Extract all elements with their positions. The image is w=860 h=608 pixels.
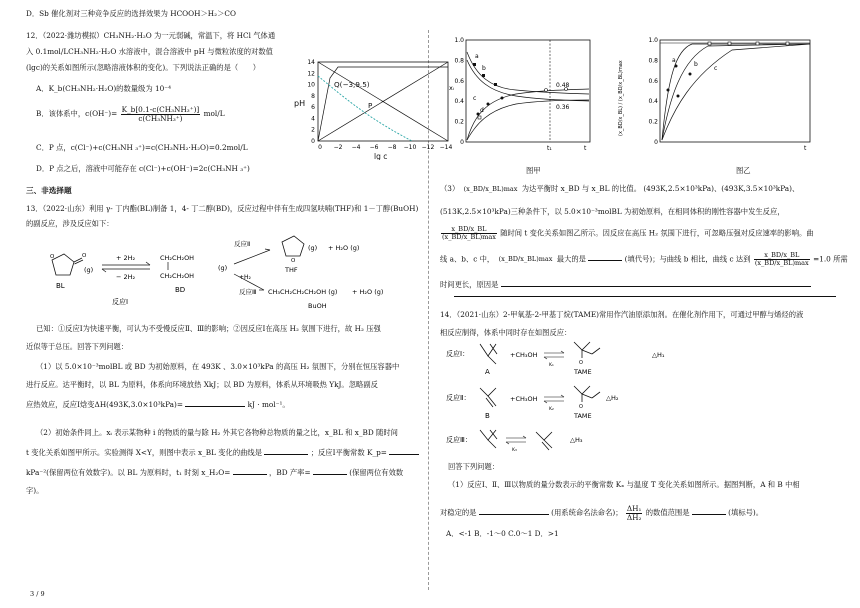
q13-part3-line4: 线 a、b、c 中， (x_BD/x_BL)max 最大的是 (填代号)；与曲线 b 相比，曲线 c 达到 $\frac{x\_BD/x\_BL}{(x\_BD/x\_BL)\max}$ =1.0 所需	[440, 251, 848, 267]
alkene-b-structure	[480, 388, 496, 407]
x-tick-label: −2	[333, 144, 343, 151]
y-tick-label: 0.2	[454, 118, 464, 126]
svg-text:△H₃: △H₃	[570, 436, 583, 444]
thf-water: + H₂O (g)	[328, 244, 360, 252]
h2-forward: + 2H₂	[116, 254, 136, 262]
jia-t1-label: t₁	[547, 145, 552, 152]
q13-part2-line3: kPa⁻²(保留两位有效数字)。以 BL 为原料时，t₁ 时刻 x_H₂O= ，BD 产率= (保留两位有效数	[26, 468, 404, 477]
q14-stem-line1: 14．（2021·山东）2-甲氧基-2-甲基丁烷(TAME)常用作汽油原添加剂。在催化剂作用下，可通过甲醇与烯烃的液	[440, 310, 804, 319]
y-tick-label: 0.8	[648, 57, 658, 65]
figure-jia	[446, 36, 596, 156]
y-tick-label: 0.4	[454, 98, 464, 106]
equilibrium-arrow-r2	[544, 395, 564, 403]
q13-part2-line2: t 变化关系如图甲所示。实验测得 X<Y，则图中表示 x_BL 变化的曲线是 ；反应Ⅰ平衡常数 K_p=	[26, 447, 419, 457]
ratio-paren-inline: (x_BD/x_BL)max	[498, 254, 553, 263]
reaction-1-label: 反应Ⅰ	[112, 298, 129, 306]
q11-option-d: D．Sb 催化剂对三种竞争反应的选择效果为 HCOOH＞H₂＞CO	[26, 9, 236, 18]
x-tick-label: −14	[439, 144, 453, 151]
yi-curve-c	[662, 44, 810, 140]
y-tick-label: 14	[307, 59, 315, 66]
jia-curve-d	[467, 100, 589, 140]
bl-structure	[52, 254, 83, 275]
yi-curve-b	[662, 44, 810, 140]
tame-structure-2	[574, 386, 600, 402]
jia-value-036: 0.36	[556, 104, 570, 111]
blank-x-h2o[interactable]	[233, 467, 267, 475]
y-tick-label: 10	[307, 81, 315, 89]
y-tick-label: 4	[311, 115, 315, 123]
blank-max-curve[interactable]	[588, 253, 622, 261]
y-tick-label: 0.4	[648, 98, 658, 106]
svg-text:O: O	[579, 404, 583, 410]
q14-options: A．<-1 B．-1～0 C.0～1 D．>1	[446, 529, 559, 538]
q12-option-b-fraction: $\frac{\text{K\_b[0.1-c(CH₃NH₃⁺)]}}{\text{c(CH₃NH₃⁺)}}$	[121, 105, 200, 123]
yi-curve-a	[662, 44, 810, 140]
bl-reaction-scheme	[32, 232, 412, 316]
y-tick-label: 0	[460, 139, 464, 146]
jia-x-label: t	[584, 145, 587, 152]
jia-curve-c	[467, 89, 589, 140]
svg-text:+CH₃OH: +CH₃OH	[510, 395, 538, 403]
jia-curve-c-label: c	[473, 95, 477, 102]
chart-ylabel: pH	[294, 99, 306, 108]
q14-part1-line2: 对稳定的是 (用系统命名法命名)； $\frac{\text{ΔH₁}}{\text{ΔH₂}}$ 的数值范围是 (填标号)。	[440, 504, 764, 522]
answer-line[interactable]	[454, 296, 836, 297]
q12-option-d: D．P 点之后，溶液中可能存在 c(Cl⁻)+c(OH⁻)=2c(CH₃NH ₃⁺)	[36, 164, 250, 173]
reaction-2-label: 反应Ⅱ	[234, 240, 251, 248]
ratio-expression: (x_BD/x_BL)max	[463, 184, 518, 193]
svg-text:O: O	[82, 253, 87, 259]
point-q-label: Q(−3,9.5)	[334, 80, 370, 89]
q12-stem-line3: (lgc)的关系如图所示(忽略溶液体积的变化)。下列说法正确的是（ ）	[26, 63, 261, 72]
y-tick-label: 6	[311, 104, 315, 112]
buoh-formula: CH₃CH₂CH₂CH₂OH (g)	[268, 288, 338, 296]
yi-curve-a-label: a	[672, 57, 676, 64]
h2-reaction-3: +H₂	[239, 274, 251, 281]
arrow-to-thf	[234, 249, 270, 264]
reaction-3-label: 反应Ⅲ	[239, 288, 257, 296]
q14-part1-line1: （1）反应Ⅰ、Ⅱ、Ⅲ以物质的量分数表示的平衡常数 Kₓ 与温度 T 变化关系如图所示。据图判断，A 和 B 中相	[448, 480, 800, 489]
q13-part3-line5: 时间更长，原因是	[440, 279, 811, 289]
x-tick-label: −8	[387, 144, 397, 151]
svg-text:O: O	[50, 254, 55, 260]
blank-range[interactable]	[692, 507, 726, 515]
blank-curve[interactable]	[264, 447, 308, 455]
q12-option-b: B．该体系中，c(OH⁻)= $\frac{\text{K\_b[0.1-c(CH₃NH₃⁺)]}}{\text{c(CH₃NH₃⁺)}}$ mol/L	[36, 105, 225, 123]
x-tick-label: −4	[351, 144, 361, 151]
ratio-fraction-2: $\frac{x\_BD/x\_BL}{(x\_BD/x\_BL)\max}$	[754, 251, 809, 267]
yi-curve-c-label: c	[714, 65, 718, 72]
y-tick-label: 12	[307, 70, 315, 78]
equilibrium-arrow-r3	[506, 436, 526, 444]
equilibrium-arrow-r1	[544, 351, 564, 359]
y-tick-label: 0.6	[454, 77, 464, 85]
line-ph-rise	[318, 67, 448, 141]
figure-jia-caption: 图甲	[526, 166, 541, 175]
svg-text:+CH₃OH: +CH₃OH	[510, 351, 538, 359]
q13-part1-line3: 应热效应，反应Ⅰ焓变ΔH(493K,3.0×10³kPa)= kJ · mol⁻¹。	[26, 400, 290, 409]
bd-state: (g)	[218, 264, 228, 272]
bl-label: BL	[56, 282, 65, 290]
page-number: 3 / 9	[30, 590, 45, 598]
q14-reactions	[440, 336, 740, 454]
yi-y-label: (x_BD/x_BL) / (x_BD/x_BL)max	[618, 60, 624, 136]
ratio-fraction-1: $\frac{x\_BD/x\_BL}{(x\_BD/x\_BL)\max}$	[442, 225, 496, 241]
q13-part2-line4: 字)。	[26, 486, 44, 495]
q13-part3-line2: (513K,2.5×10³kPa)三种条件下，以 5.0×10⁻³molBL 为初始原料，在相同体积的刚性容器中发生反应，	[440, 207, 785, 216]
q14-answer-prompt: 回答下列问题：	[448, 462, 500, 471]
alkene-b-label: B	[485, 412, 490, 420]
yi-curve-b-label: b	[694, 61, 698, 68]
y-tick-label: 1.0	[648, 37, 658, 44]
y-tick-label: 0	[654, 139, 658, 146]
figure-yi	[610, 36, 816, 156]
jia-value-048: 0.48	[556, 82, 570, 89]
q13-part3-line1: （3） (x_BD/x_BL)max 为达平衡时 x_BD 与 x_BL 的比值。 (493K,2.5×10³kPa)、(493K,3.5×10³kPa)、	[440, 184, 800, 193]
chart-x-ticks	[318, 144, 452, 151]
blank-stable-isomer[interactable]	[479, 507, 549, 515]
y-tick-label: 0.6	[648, 77, 658, 85]
chart-y-ticks	[307, 59, 315, 145]
thf-state: (g)	[308, 244, 318, 252]
buoh-label: BuOH	[308, 302, 327, 310]
svg-text:△H₁: △H₁	[652, 351, 665, 359]
section-3-heading: 三、非选择题	[26, 186, 72, 195]
point-p-label: P	[368, 101, 373, 110]
left-column	[26, 0, 453, 608]
svg-text:K₁: K₁	[549, 363, 554, 368]
blank-kp[interactable]	[389, 447, 419, 455]
q13-stem-line2: 的副反应，涉及反应如下：	[26, 219, 114, 228]
blank-reason[interactable]	[501, 279, 811, 287]
y-tick-label: 0	[311, 138, 315, 145]
bd-label: BD	[175, 286, 186, 294]
jia-y-label: xᵢ	[449, 84, 455, 92]
y-tick-label: 2	[311, 126, 315, 134]
jia-y-ticks	[454, 37, 464, 146]
equilibrium-arrow-1	[102, 262, 150, 272]
y-tick-label: 0.8	[454, 57, 464, 65]
reaction-iii-structures	[480, 430, 552, 450]
q12-stem-line1: 12．（2022·潍坊模拟）CH₃NH₂·H₂O 为一元弱碱，常温下，将 HCl 气体通	[26, 31, 276, 40]
thf-structure	[282, 236, 304, 256]
svg-text:K₂: K₂	[549, 407, 554, 412]
reaction-iii-label: 反应Ⅲ：	[446, 436, 472, 444]
tame-structure-1	[574, 342, 600, 358]
yi-x-label: t	[804, 145, 807, 152]
reaction-i-label: 反应Ⅰ：	[446, 350, 470, 358]
svg-text:O: O	[579, 360, 583, 366]
q13-known-line1: 已知：①反应Ⅰ为快速平衡，可认为不受慢反应Ⅱ、Ⅲ的影响；②因反应Ⅰ在高压 H₂ 氛围下进行，故 H₂ 压强	[36, 324, 381, 333]
q13-part2-line1: （2）初始条件同上。xᵢ 表示某物种 i 的物质的量与除 H₂ 外其它各物种总物质的量之比，x_BL 和 x_BD 随时间	[36, 428, 398, 437]
svg-text:O: O	[291, 258, 296, 264]
jia-curve-a-label: a	[475, 53, 479, 60]
yi-y-ticks	[648, 37, 658, 146]
right-column	[440, 0, 848, 608]
tame-label-1: TAME	[574, 368, 592, 376]
y-tick-label: 0.2	[648, 118, 658, 126]
x-tick-label: −12	[421, 144, 435, 151]
jia-curve-a	[467, 52, 589, 94]
x-tick-label: −6	[369, 144, 379, 151]
blank-delta-h[interactable]	[185, 399, 245, 407]
q13-part1-line1: （1）以 5.0×10⁻³molBL 或 BD 为初始原料，在 493K 、3.0×10³kPa 的高压 H₂ 氛围下，分别在恒压容器中	[36, 362, 400, 371]
x-tick-label: −10	[403, 144, 417, 151]
svg-text:K₃: K₃	[512, 448, 517, 453]
bl-state: (g)	[84, 266, 94, 274]
q13-stem-line1: 13．（2022·山东）利用 γ- 丁内酯(BL)制备 1，4- 丁二醇(BD)，反应过程中伴有生成四氢呋喃(THF)和 1－丁醇(BuOH)	[26, 204, 419, 213]
q13-part3-line3: $\frac{x\_BD/x\_BL}{(x\_BD/x\_BL)\max}$ 随时间 t 变化关系如图乙所示。因反应在高压 H₂ 氛围下进行，可忽略压强对反应速率的影响。曲	[442, 225, 814, 241]
q13-known-line2: 近似等于总压。回答下列问题：	[26, 342, 129, 351]
alkene-a-label: A	[485, 368, 490, 376]
q14-stem-line2: 相反应制得，体系中同时存在如图反应：	[440, 328, 572, 337]
bd-top: CH₂CH₂OH	[160, 254, 195, 262]
thf-label: THF	[285, 266, 298, 274]
h2-reverse: − 2H₂	[116, 273, 136, 281]
delta-h-fraction: $\frac{\text{ΔH₁}}{\text{ΔH₂}}$	[626, 504, 642, 522]
q12-option-a: A．K_b(CH₃NH₂·H₂O)的数量级为 10⁻⁴	[36, 84, 172, 93]
alkene-a-structure	[480, 344, 497, 364]
q12-option-c: C．P 点，c(Cl⁻)+c(CH₃NH ₃⁺)=c(CH₃NH₂·H₂O)=0.2mol/L	[36, 143, 248, 152]
reaction-ii-label: 反应Ⅱ：	[446, 394, 471, 402]
tame-label-2: TAME	[574, 412, 592, 420]
q13-part1-line2: 进行反应。达平衡时，以 BL 为原料，体系向环境放热 XkJ；以 BD 为原料，体系从环境吸热 YkJ。忽略副反	[26, 380, 378, 389]
y-tick-label: 1.0	[454, 37, 464, 44]
y-tick-label: 8	[311, 92, 315, 100]
ph-lgc-chart	[294, 58, 456, 160]
blank-bd-yield[interactable]	[313, 467, 347, 475]
jia-curve-d-label: d	[480, 107, 484, 114]
x-tick-label: 0	[318, 144, 322, 151]
bd-bottom: CH₂CH₂OH	[160, 272, 195, 280]
svg-text:△H₂: △H₂	[606, 394, 619, 402]
buoh-water: + H₂O (g)	[352, 288, 384, 296]
chart-xlabel: lg c	[374, 152, 388, 160]
q12-stem-line2: 入 0.1mol/LCH₃NH₂·H₂O 水溶液中，混合溶液中 pH 与微粒浓度的对数值	[26, 47, 273, 56]
jia-curve-b-label: b	[482, 65, 486, 72]
figure-yi-caption: 图乙	[736, 166, 751, 175]
